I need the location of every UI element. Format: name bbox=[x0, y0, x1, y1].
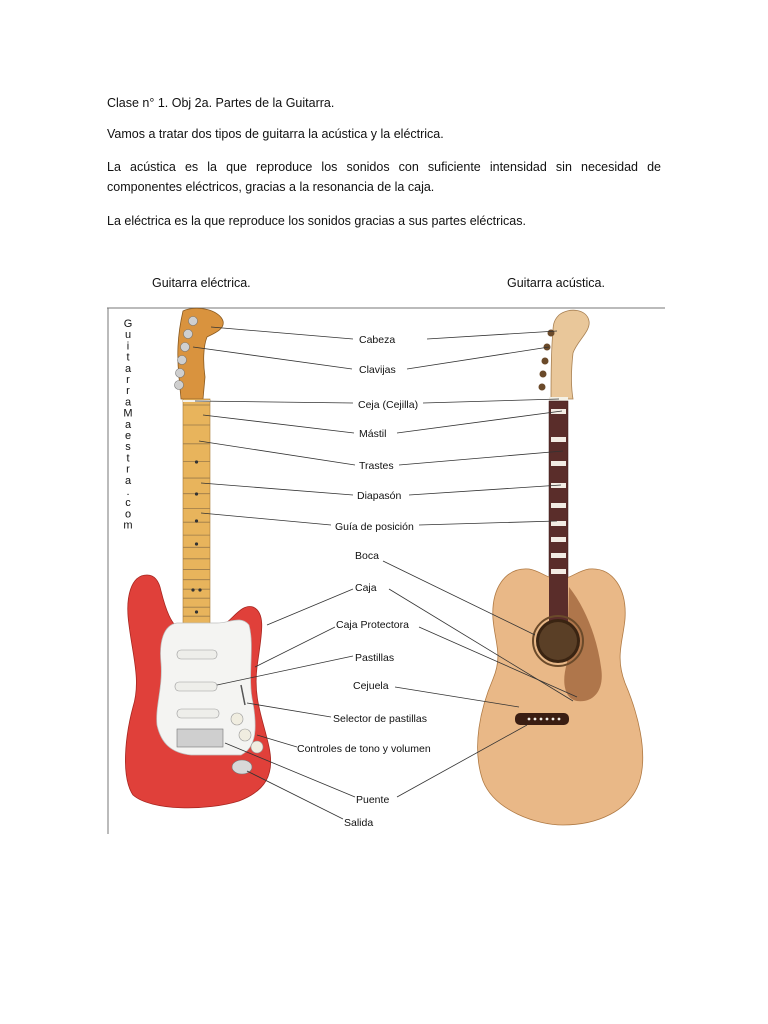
label-controles: Controles de tono y volumen bbox=[297, 743, 431, 755]
label-cejuela: Cejuela bbox=[353, 680, 389, 692]
acoustic-guitar-caption: Guitarra acústica. bbox=[507, 276, 605, 290]
intro-paragraph: Vamos a tratar dos tipos de guitarra la acústica y la eléctrica. bbox=[107, 127, 444, 141]
label-pastillas: Pastillas bbox=[355, 652, 395, 664]
label-ceja: Ceja (Cejilla) bbox=[358, 399, 419, 411]
watermark-letter: r bbox=[126, 463, 130, 476]
inlay-marker bbox=[551, 437, 566, 442]
electric-description: La eléctrica es la que reproduce los sonidos gracias a sus partes eléctricas. bbox=[107, 214, 526, 228]
watermark-letter: r bbox=[126, 374, 130, 386]
acoustic-guitar-illustration bbox=[478, 310, 643, 825]
watermark-letter: G bbox=[123, 318, 133, 330]
label-guia-de-posicion: Guía de posición bbox=[335, 521, 414, 533]
inlay-marker bbox=[551, 503, 566, 508]
watermark-letter: r bbox=[126, 385, 130, 398]
watermark-letter: s bbox=[125, 441, 131, 454]
label-selector-de-pastillas: Selector de pastillas bbox=[333, 713, 427, 725]
label-clavijas: Clavijas bbox=[359, 364, 396, 376]
watermark-text bbox=[123, 318, 132, 532]
acoustic-description: La acústica es la que reproduce los sonidos con suficiente intensidad sin necesidad de componentes eléctricos, gracias a la resonancia de la caja. bbox=[107, 160, 661, 194]
inlay-marker bbox=[551, 521, 566, 526]
watermark-letter: e bbox=[124, 430, 132, 442]
label-caja-protectora: Caja Protectora bbox=[336, 619, 409, 631]
inlay-marker bbox=[551, 553, 566, 558]
label-diapason: Diapasón bbox=[357, 490, 402, 502]
watermark-letter: t bbox=[126, 351, 130, 364]
inlay-marker bbox=[551, 461, 566, 466]
watermark-letter: a bbox=[124, 474, 132, 487]
watermark-letter: a bbox=[124, 396, 132, 409]
watermark-letter: c bbox=[125, 497, 131, 510]
label-boca: Boca bbox=[355, 550, 379, 562]
watermark-letter: M bbox=[123, 407, 133, 420]
label-salida: Salida bbox=[344, 817, 374, 829]
electric-guitar-caption: Guitarra eléctrica. bbox=[152, 276, 251, 290]
watermark-letter: a bbox=[124, 418, 132, 431]
watermark-letter: t bbox=[126, 452, 130, 465]
watermark-letter: m bbox=[123, 519, 133, 532]
inlay-marker bbox=[551, 569, 566, 574]
watermark-letter: a bbox=[124, 362, 132, 375]
page-title: Clase n° 1. Obj 2a. Partes de la Guitarra. bbox=[107, 96, 335, 110]
guitar-parts-figure bbox=[107, 307, 665, 834]
watermark-letter: . bbox=[126, 486, 130, 498]
watermark-letter: o bbox=[124, 508, 132, 521]
electric-guitar-illustration bbox=[125, 308, 270, 808]
label-mastil: Mástil bbox=[359, 428, 387, 440]
label-trastes: Trastes bbox=[359, 460, 394, 472]
inlay-marker bbox=[551, 537, 566, 542]
label-cabeza: Cabeza bbox=[359, 334, 396, 346]
label-caja: Caja bbox=[355, 582, 377, 594]
watermark-letter: i bbox=[126, 340, 130, 353]
label-puente: Puente bbox=[356, 794, 390, 806]
watermark-letter: u bbox=[124, 329, 132, 342]
